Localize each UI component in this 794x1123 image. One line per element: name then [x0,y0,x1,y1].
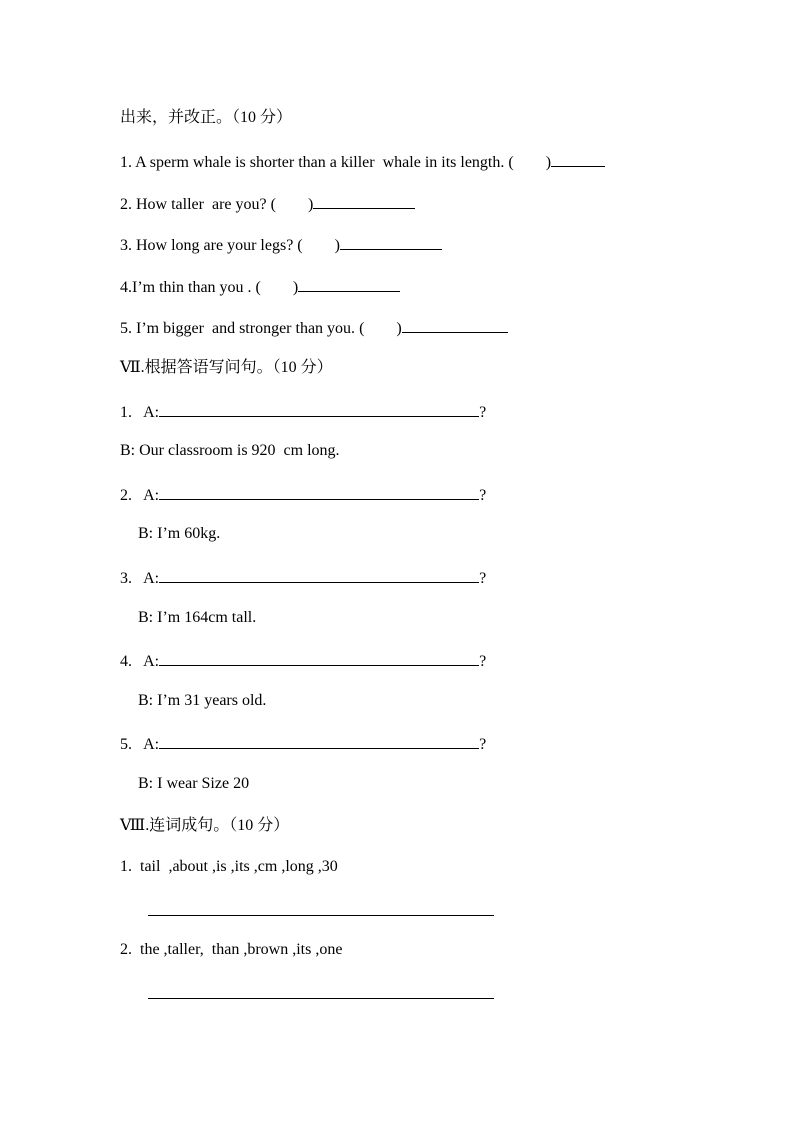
question-line-2 [120,483,486,506]
error-item-4 [120,275,400,298]
answer-line-5: B: I wear Size 20 [138,775,250,792]
error-item-text: 4.I’m thin than you . [120,279,252,296]
question-label: 1. A: [120,404,160,421]
error-item-5 [120,316,508,339]
question-label: 3. A: [120,570,160,587]
question-blank[interactable] [159,566,479,583]
error-item-2 [120,192,415,215]
question-line-1 [120,400,486,423]
question-blank[interactable] [159,483,479,500]
error-item-text: 2. How taller are you? [120,196,267,213]
answer-paren[interactable]: ( ) [255,279,299,296]
section6-heading: 出来，并改正。（10 分） [120,109,293,126]
correction-blank[interactable] [402,316,508,333]
answer-line-1: B: Our classroom is 920 cm long. [120,442,340,459]
section7-heading: Ⅶ.根据答语写问句。（10 分） [120,359,333,376]
answer-line-3: B: I’m 164cm tall. [138,609,257,626]
answer-line-4: B: I’m 31 years old. [138,692,267,709]
question-blank[interactable] [159,649,479,666]
question-blank[interactable] [159,400,479,417]
correction-blank[interactable] [551,150,605,167]
error-item-1 [120,150,605,173]
question-label: 5. A: [120,736,160,753]
answer-paren[interactable]: ( ) [359,320,402,337]
answer-line-2: B: I’m 60kg. [138,525,221,542]
error-item-text: 1. A sperm whale is shorter than a killer whale in its length. [120,154,505,171]
word-order-item-1: 1. tail ,about ,is ,its ,cm ,long ,30 [120,858,338,875]
question-mark: ? [479,570,487,587]
correction-blank[interactable] [340,233,442,250]
question-mark: ? [479,487,487,504]
correction-blank[interactable] [313,192,415,209]
correction-blank[interactable] [298,275,400,292]
answer-rule-2[interactable] [148,998,494,999]
question-mark: ? [479,404,487,421]
error-item-text: 5. I’m bigger and stronger than you. [120,320,356,337]
word-order-item-2: 2. the ,taller, than ,brown ,its ,one [120,941,343,958]
answer-paren[interactable]: ( ) [270,196,314,213]
answer-paren[interactable]: ( ) [508,154,552,171]
question-line-4 [120,649,486,672]
question-mark: ? [479,736,487,753]
question-blank[interactable] [159,732,479,749]
section8-heading: Ⅷ.连词成句。（10 分） [120,817,290,834]
question-label: 2. A: [120,487,160,504]
question-mark: ? [479,653,487,670]
question-label: 4. A: [120,653,160,670]
answer-paren[interactable]: ( ) [297,237,340,254]
question-line-3 [120,566,486,589]
error-item-text: 3. How long are your legs? [120,237,294,254]
error-item-3 [120,233,442,256]
question-line-5 [120,732,486,755]
answer-rule-1[interactable] [148,915,494,916]
